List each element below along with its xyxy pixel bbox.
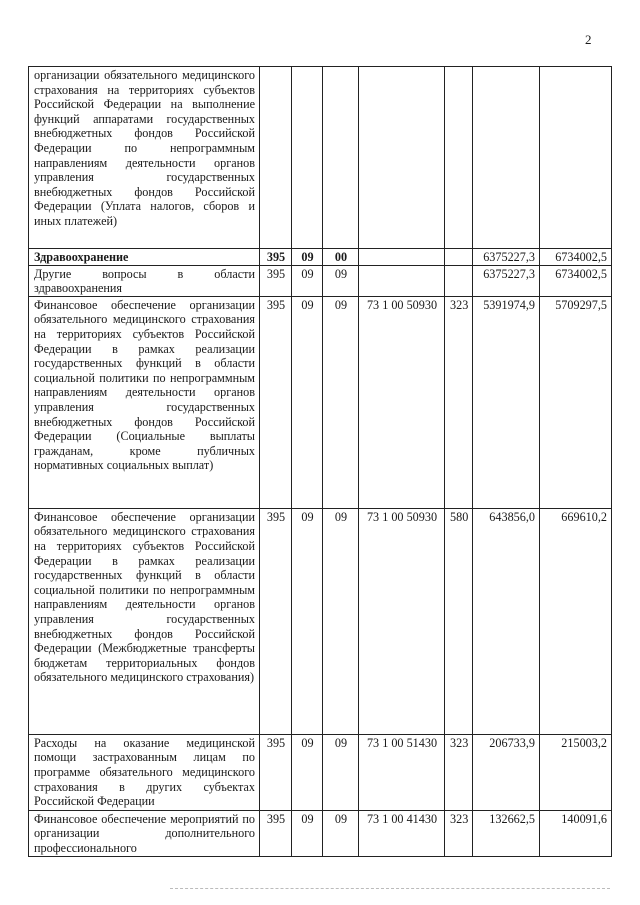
- row-type-code: 323: [445, 810, 473, 856]
- row-subsection-code: 09: [323, 734, 359, 810]
- row-section-code: 09: [292, 508, 323, 734]
- row-description: Расходы на оказание медицинской помощи застрахованным лицам по программе обязательного медицинского страхования в других субъектах Российской Федерации: [29, 734, 260, 810]
- row-admin-code: [260, 67, 292, 249]
- row-section-code: 09: [292, 296, 323, 508]
- table-row: [29, 734, 612, 810]
- table-row: [29, 810, 612, 856]
- bottom-edge-divider: [170, 888, 610, 889]
- row-subsection-code: [323, 67, 359, 249]
- row-amount-2: 140091,6: [540, 810, 612, 856]
- row-section-code: 09: [292, 810, 323, 856]
- row-target-code: [359, 67, 445, 249]
- table-row: [29, 265, 612, 296]
- row-description: Финансовое обеспечение организации обязательного медицинского страхования на территориях субъектов Российской Федерации в рамках реализации государственных функций в области социальной политики по непрограммным направлениям деятельности органов управления государственных внебюджетных фондов Российской Федерации (Социальные выплаты гражданам, кроме публичных нормативных социальных выплат): [29, 296, 260, 508]
- row-target-code: 73 1 00 50930: [359, 508, 445, 734]
- row-admin-code: 395: [260, 265, 292, 296]
- row-type-code: [445, 67, 473, 249]
- row-type-code: 323: [445, 296, 473, 508]
- row-type-code: 323: [445, 734, 473, 810]
- row-target-code: 73 1 00 50930: [359, 296, 445, 508]
- row-type-code: [445, 265, 473, 296]
- row-subsection-code: 09: [323, 810, 359, 856]
- row-amount-2: 669610,2: [540, 508, 612, 734]
- row-section-code: 09: [292, 249, 323, 266]
- row-target-code: [359, 249, 445, 266]
- row-description: Финансовое обеспечение мероприятий по организации дополнительного профессионального: [29, 810, 260, 856]
- row-description: Финансовое обеспечение организации обязательного медицинского страхования на территориях субъектов Российской Федерации в рамках реализации государственных функций в области социальной политики по непрограммным направлениям деятельности органов управления государственных внебюджетных фондов Российской Федерации (Межбюджетные трансферты бюджетам территориальных фондов обязательного медицинского страхования): [29, 508, 260, 734]
- row-admin-code: 395: [260, 734, 292, 810]
- row-type-code: [445, 249, 473, 266]
- row-section-code: [292, 67, 323, 249]
- row-amount-1: 5391974,9: [473, 296, 540, 508]
- row-section-code: 09: [292, 734, 323, 810]
- row-amount-1: 643856,0: [473, 508, 540, 734]
- row-amount-2: 215003,2: [540, 734, 612, 810]
- row-subsection-code: 00: [323, 249, 359, 266]
- table-row: [29, 67, 612, 249]
- row-amount-1: 206733,9: [473, 734, 540, 810]
- row-subsection-code: 09: [323, 508, 359, 734]
- row-admin-code: 395: [260, 296, 292, 508]
- row-description: Другие вопросы в области здравоохранения: [29, 265, 260, 296]
- row-description: организации обязательного медицинского страхования на территориях субъектов Российской Федерации на выполнение функций аппаратами государственных внебюджетных фондов Российской Федерации по непрограммным направлениям деятельности органов управления государственных внебюджетных фондов Российской Федерации (Уплата налогов, сборов и иных платежей): [29, 67, 260, 249]
- row-target-code: 73 1 00 51430: [359, 734, 445, 810]
- row-admin-code: 395: [260, 810, 292, 856]
- row-description: Здравоохранение: [29, 249, 260, 266]
- row-section-code: 09: [292, 265, 323, 296]
- row-target-code: [359, 265, 445, 296]
- row-amount-1: 6375227,3: [473, 249, 540, 266]
- row-amount-2: 6734002,5: [540, 265, 612, 296]
- row-amount-2: 5709297,5: [540, 296, 612, 508]
- row-admin-code: 395: [260, 249, 292, 266]
- row-type-code: 580: [445, 508, 473, 734]
- table-row: [29, 296, 612, 508]
- row-amount-1: 132662,5: [473, 810, 540, 856]
- row-amount-2: [540, 67, 612, 249]
- table-row: [29, 508, 612, 734]
- page-number: 2: [585, 32, 592, 47]
- row-amount-1: 6375227,3: [473, 265, 540, 296]
- budget-table: [28, 66, 612, 857]
- row-admin-code: 395: [260, 508, 292, 734]
- row-amount-1: [473, 67, 540, 249]
- row-target-code: 73 1 00 41430: [359, 810, 445, 856]
- row-subsection-code: 09: [323, 265, 359, 296]
- table-row: [29, 249, 612, 266]
- row-subsection-code: 09: [323, 296, 359, 508]
- row-amount-2: 6734002,5: [540, 249, 612, 266]
